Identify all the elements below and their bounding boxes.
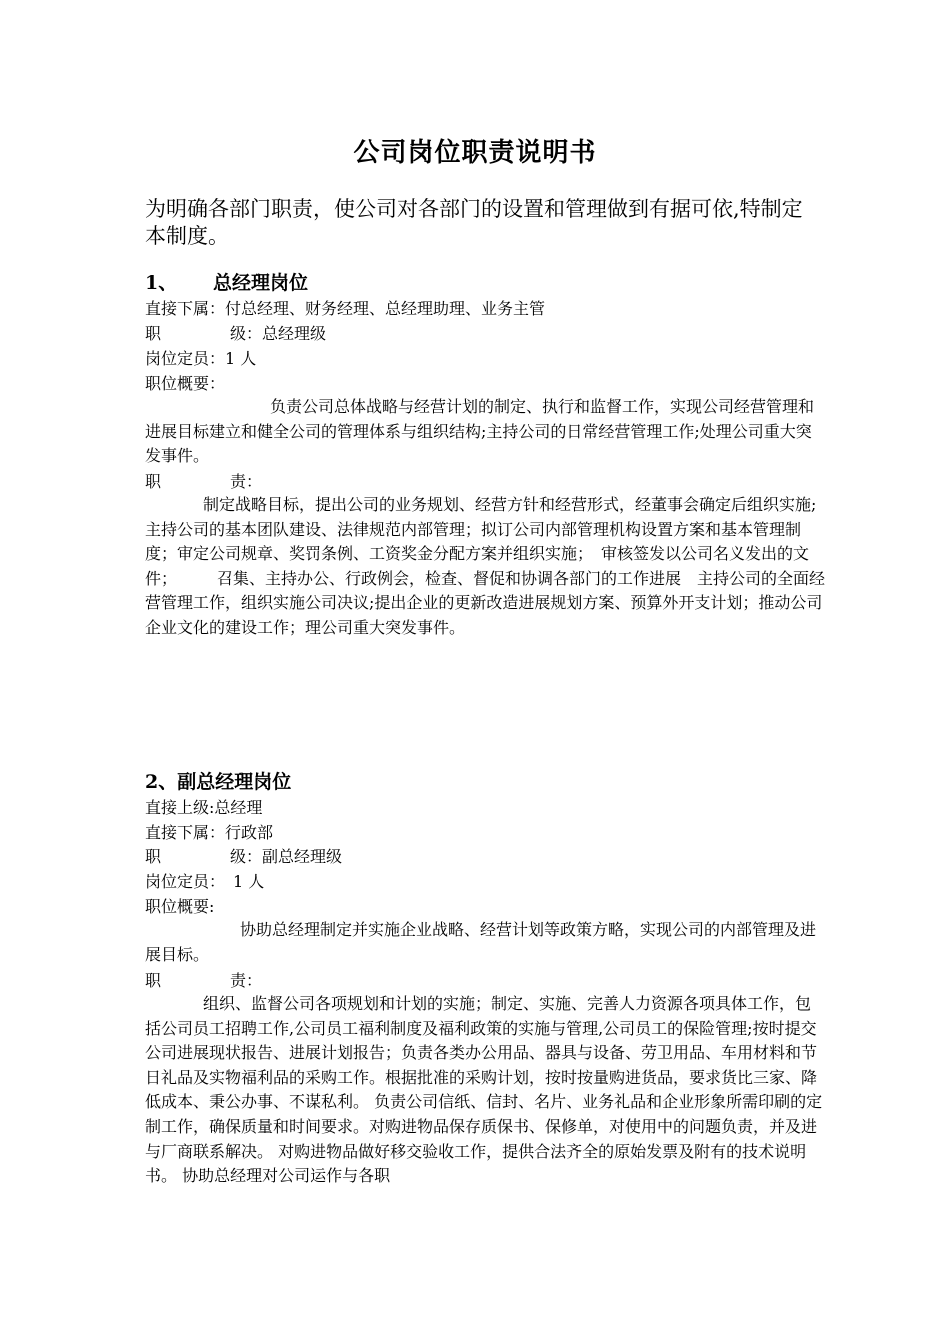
section-heading-general-manager: [145, 268, 308, 295]
page-title: 公司岗位职责说明书: [353, 138, 597, 168]
section-heading-deputy-general-manager: [145, 767, 291, 794]
overview-paragraph: 负责公司总体战略与经营计划的制定、执行和监督工作，实现公司经营管理和进展目标建立和健全公司的管理体系与组织结构;主持公司的日常经营管理工作;处理公司重大突发事件。: [145, 397, 815, 466]
level-label: 职: [145, 847, 162, 866]
overview-paragraph: 协助总经理制定并实施企业战略、经营计划等政策方略，实现公司的内部管理及进展目标。: [145, 920, 817, 964]
section-number: 2、: [145, 771, 178, 793]
section-number: 1、: [145, 272, 178, 294]
level-line: [145, 844, 342, 867]
level-value: 级：副总经理级: [230, 847, 343, 866]
subordinates-line: 直接下属：行政部: [145, 823, 274, 842]
intro-paragraph: 为明确各部门职责，使公司对各部门的设置和管理做到有据可依,特制定本制度。: [145, 197, 803, 248]
superior-line: 直接上级:总经理: [145, 798, 263, 817]
duties-label-line: 职 责：: [145, 971, 263, 990]
duties-label-line: 职 责：: [145, 472, 263, 491]
level-value: 级：总经理级: [230, 324, 327, 343]
headcount-line: 岗位定员：1 人: [145, 349, 257, 368]
overview-label: 职位概要:: [145, 897, 215, 916]
duties-paragraph: 组织、监督公司各项规划和计划的实施；制定、实施、完善人力资源各项具体工作，包括公司员工招聘工作,公司员工福利制度及福利政策的实施与管理,公司员工的保险管理;按时提交公司进展现状报告、进展计划报告；负责各类办公用品、器具与设备、劳卫用品、车用材料和节日礼品及实物福利品的采购工作。根据批准的采购计划，按时按量购进货品，要求货比三家、降低成本、秉公办事、不谋私利。 负责公司信纸、信封、名片、业务礼品和企业形象所需印刷的定制工作，确保质量和时间要求。对购进物品保存质保书、保修单，对使用中的问题负责，并及进与厂商联系解决。 对购进物品做好移交验收工作，提供合法齐全的原始发票及附有的技术说明书。 协助总经理对公司运作与各职: [145, 994, 823, 1186]
subordinates-line: 直接下属：付总经理、财务经理、总经理助理、业务主管: [145, 299, 546, 318]
duties-paragraph: 制定战略目标，提出公司的业务规划、经营方针和经营形式，经董事会确定后组织实施;主持公司的基本团队建设、法律规范内部管理；拟订公司内部管理机构设置方案和基本管理制度；审定公司规章、奖罚条例、工资奖金分配方案并组织实施； 审核签发以公司名义发出的文件； 召集、主持办公、行政例会，检查、督促和协调各部门的工作进展 主持公司的全面经营管理工作，组织实施公司决议;提出企业的更新改造进展规划方案、预算外开支计划；推动公司企业文化的建设工作；理公司重大突发事件。: [145, 495, 826, 637]
section-name: 副总经理岗位: [177, 771, 292, 793]
level-label: 职: [145, 324, 162, 343]
overview-label: 职位概要：: [145, 374, 226, 393]
section-name: 总经理岗位: [213, 272, 309, 294]
level-line: [145, 321, 326, 344]
headcount-line: 岗位定员： 1 人: [145, 872, 265, 891]
